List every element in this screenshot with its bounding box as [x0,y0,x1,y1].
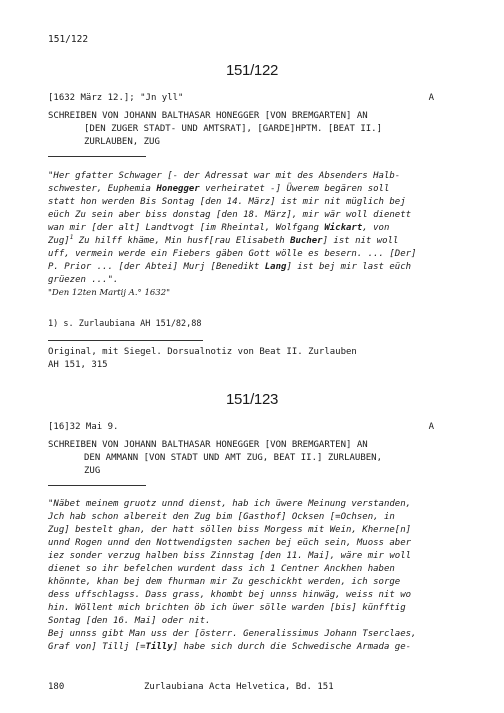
quote-line: dess uffschlagss. Dass grass, khombt bej unnss hinwäg, weiss nit wo [48,590,412,600]
doc2-heading-line: SCHREIBEN VON JOHANN BALTHASAR HONEGGER [VON BREMGARTEN] AN [48,440,368,450]
quote-line: Zug] bestelt ghan, der hatt söllen biss Morgess mit Wein, Kherne[n] [48,525,412,535]
person-name: Honegger [156,184,200,194]
quote-line: wan mir [der alt] Landtvogt [im Rheintal, Wolfgang Wickart, von [48,223,390,233]
footnote: 1) s. Zurlaubiana AH 151/82,88 [48,319,202,329]
divider [48,156,146,157]
doc1-date-line [48,92,434,105]
divider [48,485,146,486]
quote-line: Zug]$^1$ Zu hilff khäme, Min husf[rau Elisabeth Bucher] ist nit woll [48,234,399,246]
doc1-marker: A [428,93,434,103]
entry-number-151-123: 151/123 [225,391,279,408]
quote-line: khönnte, khan bej dem fhurman mir Zu geschickht werden, ich sorge [48,577,401,587]
page-number: 180 [48,682,65,692]
quote-line: iez sonder verzug halben biss Zinnstag [den 11. Mai], wäre mir woll [48,551,412,561]
doc1-quote [48,170,458,300]
signature-date: "Den 12ten Martij A.° 1632" [48,288,171,298]
person-name: Bucher [290,236,323,246]
quote-line: "Näbet meinem gruotz unnd dienst, hab ich üwere Meinung verstanden, [48,499,412,509]
doc1-heading-line: [DEN ZUGER STADT- UND AMTSRAT], [GARDE]HPTM. [BEAT II.] [84,124,383,134]
doc1-source [48,346,448,372]
quote-line: statt hon werden Bis Sontag [den 14. März] ist mir nit müglich bej [48,197,406,207]
doc1-heading-line: SCHREIBEN VON JOHANN BALTHASAR HONEGGER [VON BREMGARTEN] AN [48,111,368,121]
quote-line: Graf von] Tillj [=Tilly] habe sich durch die Schwedische Armada ge- [48,642,412,652]
series-title: Zurlaubiana Acta Helvetica, Bd. 151 [144,682,334,692]
doc2-heading [48,439,443,478]
quote-line: grüezen ...". [48,275,119,285]
doc1-date: [1632 März 12.]; "Jn yll" [48,93,184,103]
footnote-ref: 1 [69,234,74,241]
source-line: AH 151, 315 [48,360,108,370]
doc2-date-line [48,421,434,434]
entry-number-151-122: 151/122 [225,62,279,79]
person-name: Wickart [324,223,363,233]
quote-line: eüch Zu sein aber biss donstag [den 18. März], mir wär woll dienett [48,210,412,220]
quote-line: dienet so ihr befelchen wurdent dass ich 1 Centner Anckhen haben [48,564,395,574]
doc1-heading [48,110,443,149]
quote-line: Jch hab schon albereit den Zug bim [Gasthof] Ocksen [=Ochsen, in [48,512,395,522]
quote-line: hin. Wöllent mich brichten öb ich üwer sölle warden [bis] künfftig [48,603,406,613]
quote-line: Bej unnss gibt Man uss der [österr. Generalissimus Johann Tserclaes, [48,629,417,639]
person-name: Tilly [145,642,173,652]
quote-line: schwester, Euphemia Honegger verheiratet -] Üwerem begären soll [48,184,390,194]
quote-line: Sontag [den 16. Mai] oder nit. [48,616,211,626]
running-header: 151/122 [48,34,89,45]
quote-line: uff, vermein werde ein Fiebers gäben Gott wölle es besern. ... [Der] [48,249,417,259]
doc2-marker: A [428,422,434,432]
source-line: Original, mit Siegel. Dorsualnotiz von Beat II. Zurlauben [48,347,357,357]
doc1-heading-line: ZURLAUBEN, ZUG [84,137,160,147]
doc2-heading-line: DEN AMMANN [VON STADT UND AMT ZUG, BEAT II.] ZURLAUBEN, [84,453,383,463]
quote-line: unnd Rogen unnd den Nottwendigsten sachen bej eüch sein, Muoss aber [48,538,412,548]
quote-line: P. Prior ... [der Abtei] Murj [Benedikt Lang] ist bej mir last eüch [48,262,412,272]
quote-line: "Her gfatter Schwager [- der Adressat war mit des Absenders Halb- [48,171,401,181]
divider [48,340,203,341]
doc2-heading-line: ZUG [84,466,101,476]
doc2-date: [16]32 Mai 9. [48,422,119,432]
person-name: Lang [264,262,287,272]
doc2-quote [48,498,458,654]
